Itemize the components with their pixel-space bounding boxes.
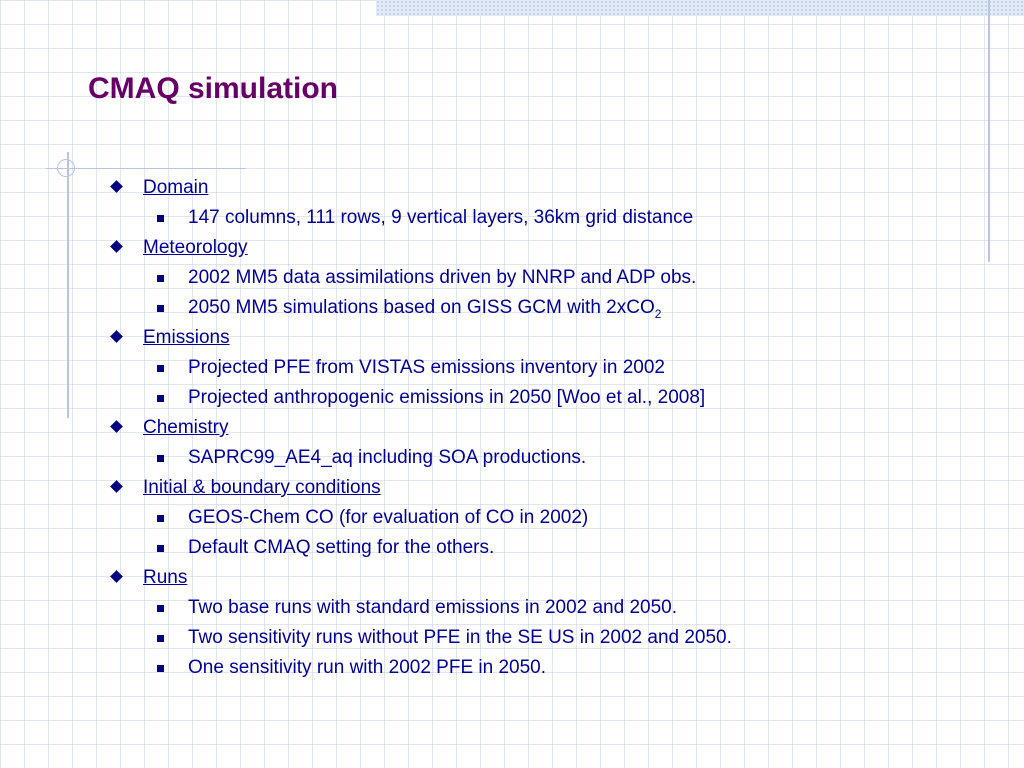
section-chemistry bbox=[106, 415, 1006, 445]
list-item bbox=[106, 445, 1006, 475]
section-meteorology bbox=[106, 235, 1006, 265]
list-item bbox=[106, 205, 1006, 235]
list-item bbox=[106, 535, 1006, 565]
decorative-header-pattern bbox=[376, 0, 1024, 16]
section-emissions bbox=[106, 325, 1006, 355]
list-item-text: 2002 MM5 data assimilations driven by NNRP and ADP obs. bbox=[188, 267, 697, 288]
bullet-list bbox=[106, 175, 1006, 685]
list-item bbox=[106, 265, 1006, 295]
diamond-bullet-icon bbox=[110, 480, 123, 493]
list-item-text: Projected PFE from VISTAS emissions inventory in 2002 bbox=[188, 357, 665, 378]
section-heading-runs[interactable]: Runs bbox=[143, 567, 188, 588]
list-item-text: 147 columns, 111 rows, 9 vertical layers, 36km grid distance bbox=[188, 207, 694, 228]
diamond-bullet-icon bbox=[110, 180, 123, 193]
list-item bbox=[106, 505, 1006, 535]
list-item bbox=[106, 385, 1006, 415]
list-item-text: GEOS-Chem CO (for evaluation of CO in 2002) bbox=[188, 507, 589, 528]
square-bullet-icon bbox=[157, 215, 164, 222]
section-initial-boundary bbox=[106, 475, 1006, 505]
list-item-text: Projected anthropogenic emissions in 2050 [Woo et al., 2008] bbox=[188, 387, 706, 408]
list-item-text: One sensitivity run with 2002 PFE in 2050. bbox=[188, 657, 547, 678]
square-bullet-icon bbox=[157, 455, 164, 462]
square-bullet-icon bbox=[157, 545, 164, 552]
section-heading-domain[interactable]: Domain bbox=[143, 177, 209, 198]
diamond-bullet-icon bbox=[110, 570, 123, 583]
square-bullet-icon bbox=[157, 665, 164, 672]
square-bullet-icon bbox=[157, 305, 164, 312]
section-domain bbox=[106, 175, 1006, 205]
section-heading-chemistry[interactable]: Chemistry bbox=[143, 417, 229, 438]
list-item-text: Two sensitivity runs without PFE in the SE US in 2002 and 2050. bbox=[188, 627, 732, 648]
slide-title: CMAQ simulation bbox=[88, 72, 339, 105]
list-item bbox=[106, 655, 1006, 685]
list-item-text: Default CMAQ setting for the others. bbox=[188, 537, 495, 558]
section-runs bbox=[106, 565, 1006, 595]
diamond-bullet-icon bbox=[110, 420, 123, 433]
square-bullet-icon bbox=[157, 395, 164, 402]
diamond-bullet-icon bbox=[110, 240, 123, 253]
square-bullet-icon bbox=[157, 605, 164, 612]
decorative-horizontal-line bbox=[46, 168, 246, 169]
section-heading-initial-boundary[interactable]: Initial & boundary conditions bbox=[143, 477, 381, 498]
decorative-vertical-line-left bbox=[67, 152, 69, 418]
list-item bbox=[106, 355, 1006, 385]
list-item-text: SAPRC99_AE4_aq including SOA productions. bbox=[188, 447, 587, 468]
square-bullet-icon bbox=[157, 275, 164, 282]
square-bullet-icon bbox=[157, 515, 164, 522]
decorative-circle bbox=[57, 159, 75, 177]
section-heading-emissions[interactable]: Emissions bbox=[143, 327, 230, 348]
square-bullet-icon bbox=[157, 365, 164, 372]
square-bullet-icon bbox=[157, 635, 164, 642]
list-item bbox=[106, 595, 1006, 625]
subscript: 2 bbox=[654, 306, 662, 321]
section-heading-meteorology[interactable]: Meteorology bbox=[143, 237, 248, 258]
list-item bbox=[106, 625, 1006, 655]
list-item-text: Two base runs with standard emissions in 2002 and 2050. bbox=[188, 597, 678, 618]
list-item bbox=[106, 295, 1006, 325]
list-item-text: 2050 MM5 simulations based on GISS GCM with 2xCO bbox=[188, 297, 655, 318]
diamond-bullet-icon bbox=[110, 330, 123, 343]
